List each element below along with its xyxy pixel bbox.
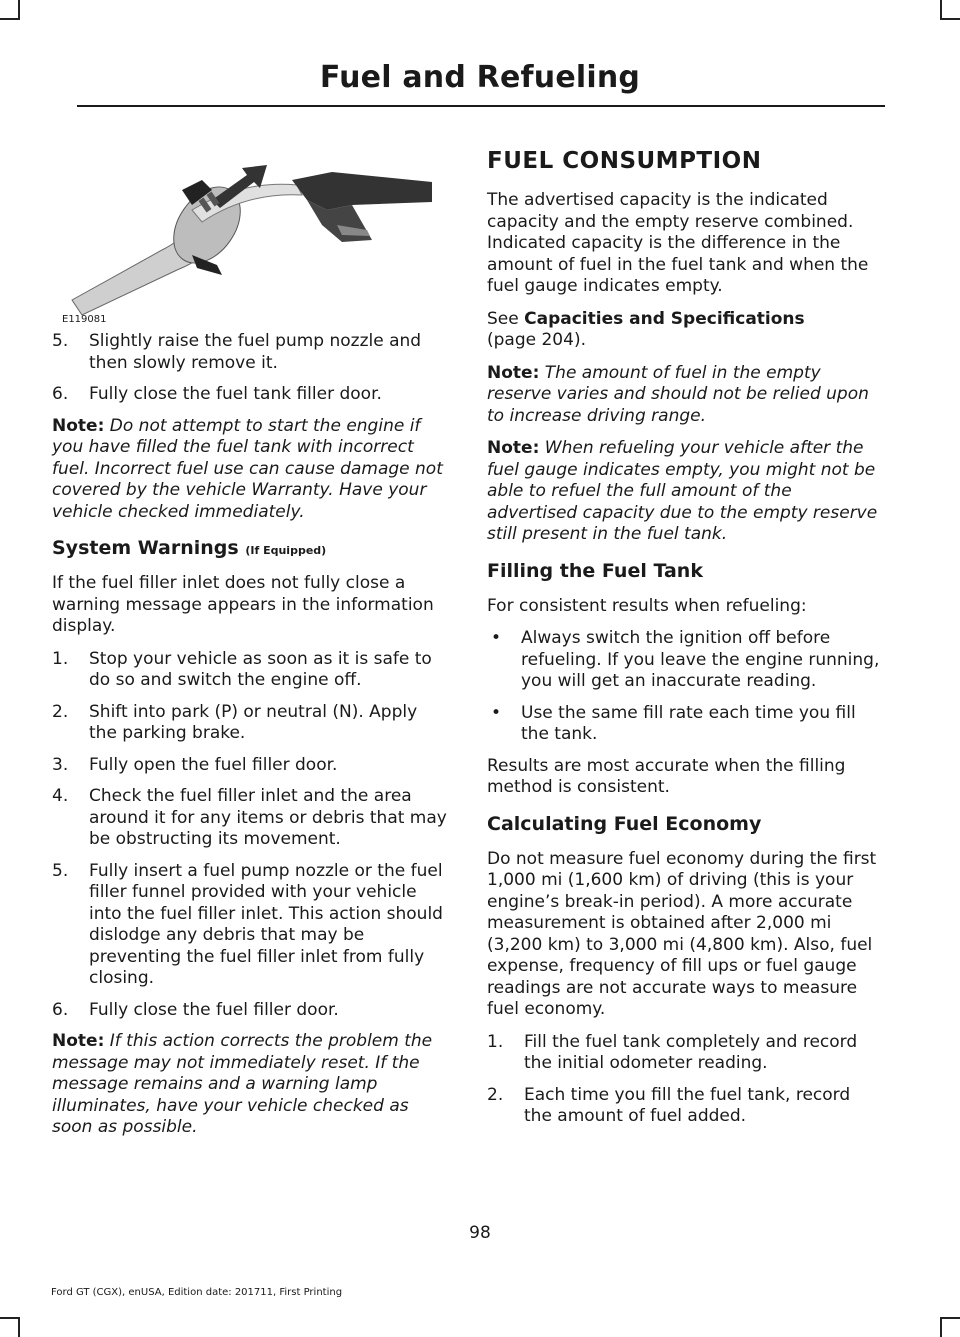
header-divider [77, 105, 885, 107]
crop-mark [18, 1317, 20, 1337]
left-column [52, 130, 448, 1150]
paragraph: For consistent results when refueling: [487, 595, 807, 616]
crop-mark [940, 0, 942, 20]
paragraph: The advertised capacity is the indicated capacity and the empty reserve combined. Indicated capacity is the difference in the amount of fuel in the fuel tank and when the fuel gauge indicates empty. [487, 190, 869, 296]
crop-mark [18, 0, 20, 20]
section-heading: FUEL CONSUMPTION [487, 148, 762, 174]
list-item: 2. Shift into park (P) or neutral (N). Apply the parking brake. [52, 701, 418, 743]
section-heading: Calculating Fuel Economy [487, 812, 762, 835]
section-heading: System Warnings (If Equipped) [52, 537, 327, 559]
list-item: 3. Fully open the fuel filler door. [52, 754, 338, 775]
list-item: • Always switch the ignition off before refueling. If you leave the engine running, you will get an inaccurate reading. [491, 628, 880, 691]
right-column [487, 148, 882, 1138]
note: Note: Do not attempt to start the engine if you have filled the fuel tank with incorrect fuel. Incorrect fuel use can cause damage not covered by the vehicle Warranty. Have your vehicle checked immediately. [52, 415, 443, 522]
cross-reference: See Capacities and Specifications (page 204). [487, 308, 805, 350]
note: Note: The amount of fuel in the empty reserve varies and should not be relied upon to increase driving range. [487, 362, 869, 426]
list-item: 5. Fully insert a fuel pump nozzle or the fuel filler funnel provided with your vehicle into the fuel filler inlet. This action should dislodge any debris that may be preventing the fuel filler inlet from fully closing. [52, 860, 443, 988]
list-item: • Use the same fill rate each time you fill the tank. [491, 702, 856, 744]
footer-text: Ford GT (CGX), enUSA, Edition date: 201711, First Printing [51, 1287, 343, 1298]
list-item: 1. Stop your vehicle as soon as it is safe to do so and switch the engine off. [52, 648, 432, 690]
crop-mark [0, 18, 20, 20]
crop-mark [0, 1317, 20, 1319]
list-item: 2. Each time you fill the fuel tank, record the amount of fuel added. [487, 1084, 851, 1126]
note: Note: If this action corrects the problem the message may not immediately reset. If the message remains and a warning lamp illuminates, have your vehicle checked as soon as possible. [52, 1031, 433, 1137]
paragraph: Results are most accurate when the filling method is consistent. [487, 755, 846, 797]
paragraph: If the fuel filler inlet does not fully close a warning message appears in the information display. [52, 573, 434, 636]
paragraph: Do not measure fuel economy during the first 1,000 mi (1,600 km) of driving (this is your engine’s break-in period). A more accurate measurement is obtained after 2,000 mi (3,200 km) to 3,000 mi (4,800 km). Also, fuel expense, frequency of fill ups or fuel gauge readings are not accurate ways to measure fuel economy. [487, 848, 877, 1019]
list-item: 4. Check the fuel filler inlet and the area around it for any items or debris that may be obstructing its movement. [52, 786, 447, 849]
crop-mark [940, 1317, 960, 1319]
list-item: 6. Fully close the fuel tank filler door. [52, 384, 382, 404]
note: Note: When refueling your vehicle after the fuel gauge indicates empty, you might not be able to refuel the full amount of the advertised capacity due to the empty reserve still present in the fuel tank. [487, 438, 878, 544]
figure-code: E119081 [62, 314, 107, 325]
section-heading: Filling the Fuel Tank [487, 559, 703, 582]
list-item: 6. Fully close the fuel filler door. [52, 999, 339, 1020]
xref-link[interactable]: Capacities and Specifications [524, 308, 805, 329]
list-item: 1. Fill the fuel tank completely and record the initial odometer reading. [487, 1031, 858, 1073]
page-title: Fuel and Refueling [319, 60, 641, 95]
fuel-nozzle-image [52, 130, 448, 325]
fuel-nozzle-illustration [52, 130, 448, 325]
crop-mark [940, 1317, 942, 1337]
page-number: 98 [469, 1223, 491, 1243]
crop-mark [940, 18, 960, 20]
list-item: 5. Slightly raise the fuel pump nozzle and then slowly remove it. [52, 331, 422, 373]
